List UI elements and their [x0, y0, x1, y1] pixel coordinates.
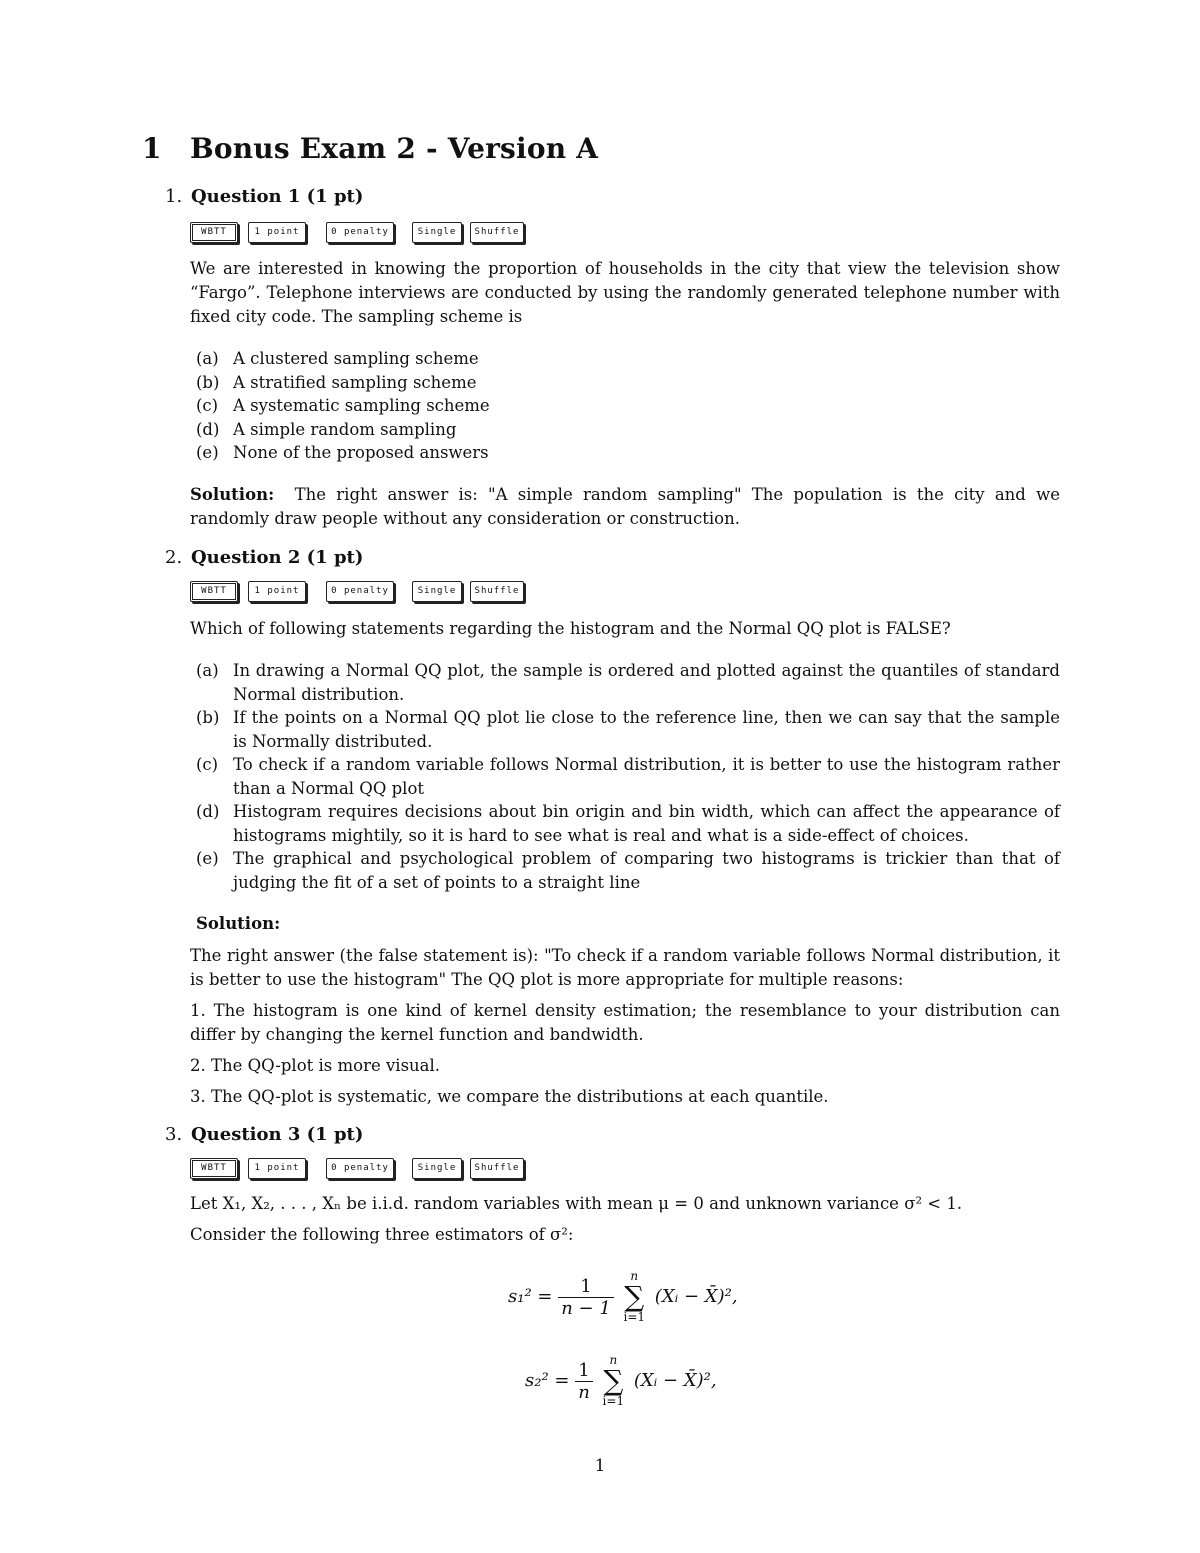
option-b [190, 706, 1060, 753]
tag-points: 1 point [248, 1158, 306, 1179]
section-number: 1 [142, 132, 162, 165]
option-e [190, 847, 1060, 894]
question-3-heading [165, 1124, 363, 1145]
tag-points: 1 point [248, 581, 306, 602]
tag-shuffle: Shuffle [470, 581, 524, 602]
sum-upper: n [609, 1353, 618, 1367]
question-2-options [190, 659, 1060, 894]
question-1-options [190, 347, 1060, 465]
question-3-line-2: Consider the following three estimators of σ²: [190, 1225, 574, 1244]
question-title: Question 1 (1 pt) [191, 186, 364, 207]
formula-s1 [508, 1270, 738, 1324]
formula-fraction [558, 1276, 614, 1319]
option-b [190, 371, 1060, 395]
sum-upper: n [630, 1269, 639, 1283]
formula-body: (Xᵢ − X̄)², [654, 1286, 738, 1307]
option-label: (e) [196, 443, 219, 462]
page-number: 1 [594, 1456, 606, 1476]
sum-lower: i=1 [623, 1310, 646, 1324]
question-1-solution [190, 483, 1060, 531]
tag-type: WBTT [190, 222, 238, 243]
option-c [190, 394, 1060, 418]
question-title: Question 2 (1 pt) [191, 547, 364, 568]
option-c [190, 753, 1060, 800]
option-a [190, 347, 1060, 371]
sum-lower: i=1 [602, 1394, 625, 1408]
tag-type: WBTT [190, 581, 238, 602]
tag-single: Single [412, 1158, 462, 1179]
option-label: (c) [196, 755, 219, 774]
option-d [190, 418, 1060, 442]
sum-symbol [624, 1270, 646, 1324]
question-number: 3. [165, 1124, 183, 1145]
option-text: In drawing a Normal QQ plot, the sample is ordered and plotted against the quantiles of standard Normal distribution. [233, 661, 1060, 704]
solution-line-3: 2. The QQ-plot is more visual. [190, 1056, 441, 1075]
solution-line-4: 3. The QQ-plot is systematic, we compare the distributions at each quantile. [190, 1087, 829, 1106]
question-number: 2. [165, 547, 183, 568]
option-label: (a) [196, 661, 219, 680]
formula-s2 [525, 1354, 717, 1408]
option-text: The graphical and psychological problem of comparing two histograms is trickier than that of judging the fit of a set of points to a straight line [233, 849, 1060, 892]
tag-penalty: 0 penalty [326, 222, 394, 243]
formula-body: (Xᵢ − X̄)², [633, 1370, 717, 1391]
option-e [190, 441, 1060, 465]
option-label: (d) [196, 802, 220, 821]
fraction-numerator: 1 [558, 1276, 614, 1298]
formula-lhs: s₁² = [508, 1286, 553, 1307]
option-label: (d) [196, 419, 220, 439]
formula-lhs: s₂² = [525, 1370, 570, 1391]
formula-fraction [575, 1360, 593, 1403]
fraction-denominator: n − 1 [561, 1297, 611, 1319]
option-text: To check if a random variable follows Normal distribution, it is better to use the histogram rather than a Normal QQ plot [233, 755, 1060, 798]
fraction-denominator: n [578, 1381, 590, 1403]
section-heading: Bonus Exam 2 - Version A [190, 132, 599, 165]
option-label: (c) [196, 396, 219, 415]
tag-penalty: 0 penalty [326, 581, 394, 602]
tag-points: 1 point [248, 222, 306, 243]
option-text: A clustered sampling scheme [233, 349, 479, 368]
option-text: If the points on a Normal QQ plot lie close to the reference line, then we can say that the sample is Normally distributed. [233, 708, 1060, 751]
question-number: 1. [165, 186, 183, 207]
tag-shuffle: Shuffle [470, 222, 524, 243]
fraction-numerator: 1 [575, 1360, 593, 1382]
tag-shuffle: Shuffle [470, 1158, 524, 1179]
solution-label: Solution: [190, 485, 275, 504]
question-title: Question 3 (1 pt) [191, 1124, 364, 1145]
question-1-heading [165, 186, 363, 207]
tag-single: Single [412, 222, 462, 243]
option-label: (b) [196, 708, 220, 727]
sigma-icon: ∑ [624, 1280, 645, 1313]
option-text: None of the proposed answers [233, 443, 489, 462]
solution-label: Solution: [196, 914, 281, 933]
section-title [142, 132, 598, 165]
question-3-line-1: Let X₁, X₂, . . . , Xₙ be i.i.d. random variables with mean μ = 0 and unknown variance σ² < 1. [190, 1194, 963, 1213]
question-2-heading [165, 547, 363, 568]
option-label: (a) [196, 349, 219, 368]
option-text: Histogram requires decisions about bin origin and bin width, which can affect the appearance of histograms mightily, so it is hard to see what is real and what is a side-effect of choices. [233, 802, 1060, 845]
sum-symbol [603, 1354, 625, 1408]
tag-penalty: 0 penalty [326, 1158, 394, 1179]
option-a [190, 659, 1060, 706]
question-2-text: Which of following statements regarding the histogram and the Normal QQ plot is FALSE? [190, 619, 951, 638]
solution-line-1: The right answer (the false statement is): "To check if a random variable follows Normal distribution, it is better to use the histogram" The QQ plot is more appropriate for multiple reasons: [190, 946, 1060, 989]
option-text: A stratified sampling scheme [233, 372, 477, 392]
option-text: A simple random sampling [233, 419, 457, 439]
option-d [190, 800, 1060, 847]
question-1-text: We are interested in knowing the proportion of households in the city that view the television show “Fargo”. Telephone interviews are conducted by using the randomly generated telephone number with fixed city code. The sampling scheme is [190, 259, 1060, 326]
question-2-solution-label [196, 912, 1066, 936]
option-text: A systematic sampling scheme [233, 396, 490, 415]
sigma-icon: ∑ [603, 1364, 624, 1397]
solution-text: The right answer is: "A simple random sampling" The population is the city and we randomly draw people without any consideration or construction. [190, 485, 1060, 528]
solution-line-2: 1. The histogram is one kind of kernel density estimation; the resemblance to your distribution can differ by changing the kernel function and bandwidth. [190, 1001, 1060, 1044]
option-label: (b) [196, 372, 220, 392]
tag-single: Single [412, 581, 462, 602]
option-label: (e) [196, 849, 219, 868]
tag-type: WBTT [190, 1158, 238, 1179]
